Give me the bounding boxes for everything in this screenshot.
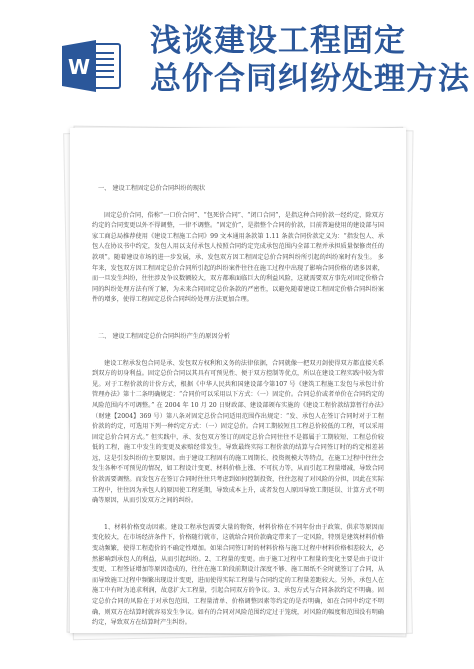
document-page: [70, 128, 406, 633]
title-line-2: 总价合同纠纷处理方法: [150, 61, 470, 97]
title-line-1: 浅谈建设工程固定: [150, 23, 406, 59]
svg-text:W: W: [67, 55, 91, 79]
section-paragraph-2: 建设工程承发包合同是承、发包双方权利和义务的法律依据，合同就像一把双刃剑使得双方都直接关系到双方的切身利益。固定总价合同以其具有可预见性、便于双方控制等优点，所以在建设工程实践中较为常见。对于工程价款的计价方式，根据《中华人民共和国建设部令第107 号《建筑工程施工发包与承包计价管理办法》第十二条明确规定：“合同价可以采用以下方式：（一）固定价。合同总价或者单价在合同约定的风险范围内不可调整。” 在 2004 年 10 月 20 日财政部、建设部颁布实施的《建设工程价款结算暂行办法》（财建【2004】369 号）第八条对固定总价合同适用范围作出规定：“发、承包人在签订合同时对于工程价款的约定，可选用下列一种约定方式：（一）固定总价。合同工期较短且工程总价较低的工程，可以采用固定总价合同方式。” 但实践中，承、发包双方签订的固定总价合同往往不是都属于工期较短、工程总价较低的工程，施工中发生的变更及索赔经常发生，导致最终实际工程价款的结算与合同签订时的约定相差甚远，这是引发纠纷的主要原因。由于建设工程固有的施工周期长、投资规模大等特点，在施工过程中往往会发生各种不可预见的情况，如工程设计变更、材料价格上涨、不可抗力等，从而引起工程量增减，导致合同价款需要调整。而发包方在签订合同时往往只考虑到如何控制投资，往往忽视了对风险的分担，因此在实际工程中，往往因为承包人的原因使工程延期，导致成本上升，或者发包人原因导致工期延误、计算方式不明确等原因，从而引发双方之间的纠纷。: [92, 359, 384, 505]
section-paragraph-1: 固定总价合同，俗称“一口价合同”、“包死价合同”、“闭口合同”，是指这种合同价款一经约定，除双方约定的合同变更以外不得调整，一律不调整。“固定价”，是指整个合同的价款，目前普遍使用的建设部与国家工商总局推荐使用《建设工程施工合同》99 文本通用条款第 1.11 条款合同价款定义为：“指发包人、承包人在协议书中约定，发包人用以支付承包人按照合同约定完成承包范围内全部工程并承担质量保修责任的款项”。随着建设市场的进一步发展，承、发包双方因工程固定总价合同纠纷所引起的纠纷案时有发生。 多年来，发包双方因工程固定总价合同所引起的纠纷案件往往在施工过程中出现了影响合同价格的诸多因素，而一旦发生纠纷，往往涉及争议数额较大，双方都难面临巨大的利益风险，这就需要双方事先对固定价格合同的纠纷处理方法有所了解，为未来合同固定总价条款的严密性，以避免随着建设工程固定价格合同纠纷案件的增多，使得工程固定总价合同纠纷处理方法更加合理。: [92, 211, 384, 304]
section-heading-1: 一、 建设工程固定总价合同纠纷的现状: [98, 185, 206, 192]
word-document-icon: [62, 38, 122, 94]
section-heading-2: 二、 建设工程固定总价合同纠纷产生的原因分析: [98, 332, 230, 340]
section-paragraph-3: 1、材料价格变动因素。建设工程承包需要大量的物资，材料价格在不同年份由于政策、供求等原因而变化较大，在市场经济条件下，价格随行就市，这就给合同价款确定带来了一定风险，特别是建筑材料价格变动频繁，使得工程造价的不确定性增加。如果合同签订时的材料价格与施工过程中材料价格相差较大，必然影响到承包人的利益，从而引起纠纷。2、工程量的变更。由于施工过程中工程量的变化主要是由于设计变更、工程签证增加等原因造成的，往往在施工阶段前期设计深度不够、施工图纸不全时就签订了合同，从而导致施工过程中频繁出现设计变更，进而使得实际工程量与合同约定的工程量差距较大。另外，承包人在施工中有时为追求利润，故意扩大工程量，引起合同双方的争议。3、承包方式与合同条款约定不明确。固定总价合同的风险在于对承包范围、工程量清单、价格调整因素等约定的是否明确，如在合同中约定不明确，则双方在结算时就容易发生争议。如有的合同对风险范围约定过于笼统，对风险的幅度和范围没有明确约定，导致双方在结算时产生纠纷。: [92, 523, 384, 627]
page-title: [150, 22, 470, 98]
header-banner: [0, 0, 474, 112]
